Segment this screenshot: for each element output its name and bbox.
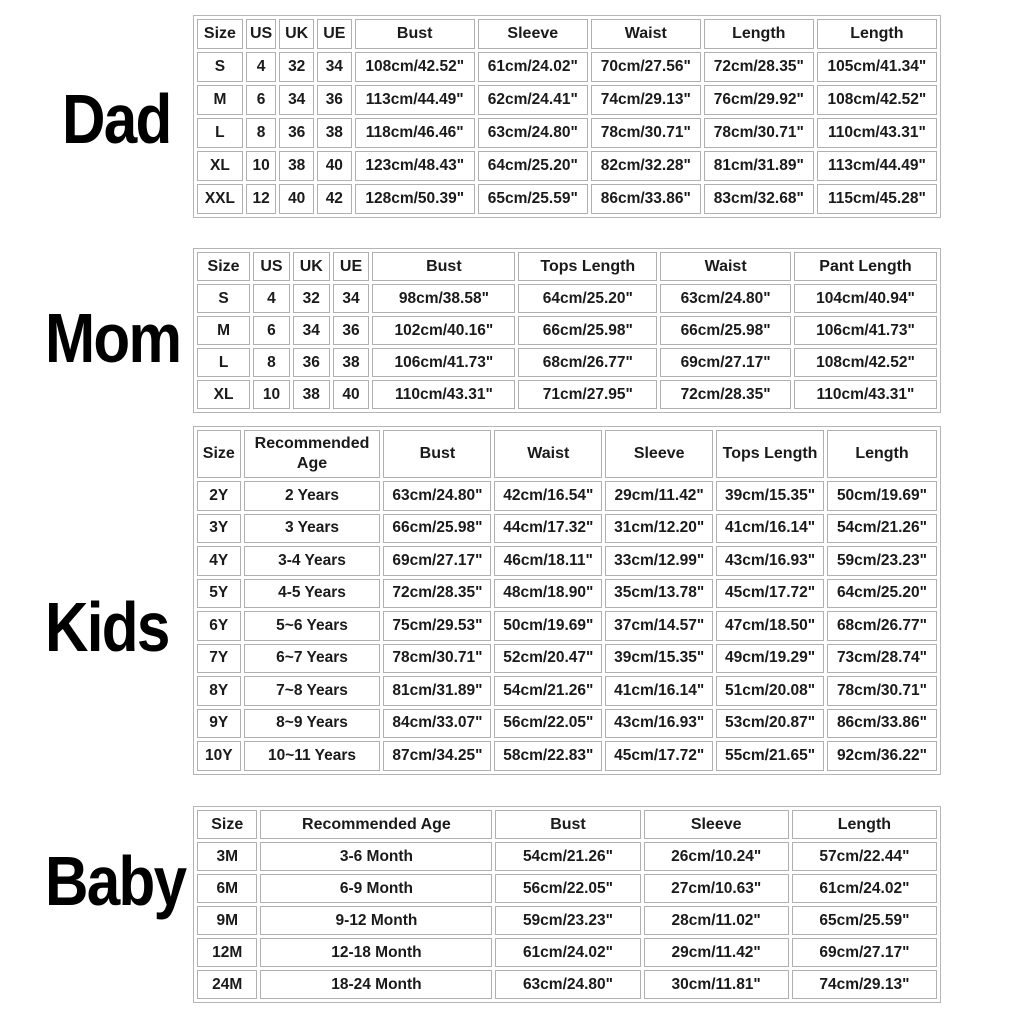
table-cell: 40 [317, 151, 352, 181]
table-cell: 4-5 Years [244, 579, 381, 609]
table-cell: 105cm/41.34" [817, 52, 937, 82]
table-cell: 7~8 Years [244, 676, 381, 706]
table-row [197, 906, 937, 935]
table-cell: 78cm/30.71" [591, 118, 701, 148]
table-cell: 72cm/28.35" [704, 52, 814, 82]
table-cell: 36 [279, 118, 314, 148]
table-cell: 36 [333, 316, 370, 345]
table-cell: 49cm/19.29" [716, 644, 824, 674]
table-cell: 61cm/24.02" [495, 938, 640, 967]
table-cell: 36 [293, 348, 330, 377]
table-cell: 12 [246, 184, 277, 214]
table-cell: 63cm/24.80" [495, 970, 640, 999]
table-cell: 10 [246, 151, 277, 181]
table-cell: 31cm/12.20" [605, 514, 713, 544]
table-cell: 108cm/42.52" [794, 348, 937, 377]
mom-size-table [193, 248, 941, 413]
table-cell: 69cm/27.17" [383, 546, 491, 576]
table-cell: 69cm/27.17" [792, 938, 937, 967]
column-header: Tops Length [518, 252, 657, 281]
table-cell: 51cm/20.08" [716, 676, 824, 706]
table-row [197, 52, 937, 82]
column-header: Bust [372, 252, 515, 281]
table-cell: 41cm/16.14" [716, 514, 824, 544]
column-header: Size [197, 430, 241, 478]
table-cell: 56cm/22.05" [494, 709, 602, 739]
table-cell: 47cm/18.50" [716, 611, 824, 641]
table-cell: 30cm/11.81" [644, 970, 789, 999]
table-row [197, 118, 937, 148]
table-cell: XXL [197, 184, 243, 214]
table-row [197, 676, 937, 706]
table-cell: 102cm/40.16" [372, 316, 515, 345]
table-cell: 29cm/11.42" [605, 481, 713, 511]
table-cell: 48cm/18.90" [494, 579, 602, 609]
table-cell: 106cm/41.73" [372, 348, 515, 377]
table-cell: 2 Years [244, 481, 381, 511]
column-header: Recommended Age [260, 810, 492, 839]
table-cell: M [197, 316, 250, 345]
table-cell: 38 [293, 380, 330, 409]
table-cell: 65cm/25.59" [478, 184, 588, 214]
table-cell: 113cm/44.49" [355, 85, 475, 115]
table-cell: 34 [333, 284, 370, 313]
table-cell: 3 Years [244, 514, 381, 544]
table-cell: 6Y [197, 611, 241, 641]
table-cell: 8Y [197, 676, 241, 706]
column-header: UK [279, 19, 314, 49]
table-cell: L [197, 118, 243, 148]
table-cell: 68cm/26.77" [518, 348, 657, 377]
table-cell: 75cm/29.53" [383, 611, 491, 641]
table-cell: 110cm/43.31" [817, 118, 937, 148]
table-cell: 110cm/43.31" [372, 380, 515, 409]
table-cell: S [197, 52, 243, 82]
kids-size-table [193, 426, 941, 775]
table-cell: 128cm/50.39" [355, 184, 475, 214]
table-row [197, 380, 937, 409]
table-cell: 55cm/21.65" [716, 741, 824, 771]
table-cell: 9-12 Month [260, 906, 492, 935]
table-cell: 34 [293, 316, 330, 345]
table-cell: 10 [253, 380, 290, 409]
dad-section-label: Dad [62, 80, 171, 158]
table-cell: 6 [246, 85, 277, 115]
table-cell: 41cm/16.14" [605, 676, 713, 706]
table-row [197, 938, 937, 967]
table-cell: 70cm/27.56" [591, 52, 701, 82]
column-header: Sleeve [644, 810, 789, 839]
table-cell: 63cm/24.80" [478, 118, 588, 148]
table-cell: 78cm/30.71" [383, 644, 491, 674]
table-cell: 12M [197, 938, 257, 967]
column-header: Size [197, 252, 250, 281]
table-cell: 27cm/10.63" [644, 874, 789, 903]
table-cell: 108cm/42.52" [817, 85, 937, 115]
table-cell: 78cm/30.71" [704, 118, 814, 148]
mom-section-label: Mom [45, 299, 181, 377]
table-cell: 32 [279, 52, 314, 82]
table-cell: 104cm/40.94" [794, 284, 937, 313]
table-cell: 39cm/15.35" [605, 644, 713, 674]
kids-section-label: Kids [45, 588, 169, 666]
table-cell: 6~7 Years [244, 644, 381, 674]
table-cell: 54cm/21.26" [827, 514, 937, 544]
table-cell: 12-18 Month [260, 938, 492, 967]
table-cell: 35cm/13.78" [605, 579, 713, 609]
table-cell: 61cm/24.02" [478, 52, 588, 82]
column-header: Bust [495, 810, 640, 839]
table-cell: 45cm/17.72" [605, 741, 713, 771]
column-header: Waist [660, 252, 791, 281]
table-cell: 42cm/16.54" [494, 481, 602, 511]
table-cell: 61cm/24.02" [792, 874, 937, 903]
table-cell: 78cm/30.71" [827, 676, 937, 706]
table-cell: 18-24 Month [260, 970, 492, 999]
column-header: Waist [494, 430, 602, 478]
column-header: UE [317, 19, 352, 49]
table-cell: 59cm/23.23" [827, 546, 937, 576]
table-cell: 28cm/11.02" [644, 906, 789, 935]
table-cell: 65cm/25.59" [792, 906, 937, 935]
table-row [197, 611, 937, 641]
table-cell: 33cm/12.99" [605, 546, 713, 576]
table-cell: 3-6 Month [260, 842, 492, 871]
table-row [197, 316, 937, 345]
table-row [197, 644, 937, 674]
table-cell: 7Y [197, 644, 241, 674]
table-cell: 34 [317, 52, 352, 82]
table-cell: 50cm/19.69" [494, 611, 602, 641]
table-cell: 10Y [197, 741, 241, 771]
table-cell: 87cm/34.25" [383, 741, 491, 771]
table-cell: 86cm/33.86" [827, 709, 937, 739]
table-cell: 81cm/31.89" [704, 151, 814, 181]
table-cell: 5~6 Years [244, 611, 381, 641]
table-cell: 8 [253, 348, 290, 377]
table-cell: 37cm/14.57" [605, 611, 713, 641]
table-row [197, 546, 937, 576]
table-cell: 52cm/20.47" [494, 644, 602, 674]
table-cell: 34 [279, 85, 314, 115]
column-header: US [246, 19, 277, 49]
table-cell: M [197, 85, 243, 115]
table-cell: 3M [197, 842, 257, 871]
column-header: Bust [355, 19, 475, 49]
column-header: Length [704, 19, 814, 49]
table-cell: 74cm/29.13" [591, 85, 701, 115]
table-cell: 64cm/25.20" [827, 579, 937, 609]
table-cell: 113cm/44.49" [817, 151, 937, 181]
table-cell: 57cm/22.44" [792, 842, 937, 871]
table-cell: 81cm/31.89" [383, 676, 491, 706]
column-header: UE [333, 252, 370, 281]
table-cell: 106cm/41.73" [794, 316, 937, 345]
table-cell: 98cm/38.58" [372, 284, 515, 313]
table-cell: 43cm/16.93" [605, 709, 713, 739]
column-header: Pant Length [794, 252, 937, 281]
table-cell: 40 [279, 184, 314, 214]
table-cell: 82cm/32.28" [591, 151, 701, 181]
dad-size-table [193, 15, 941, 218]
table-cell: 83cm/32.68" [704, 184, 814, 214]
table-cell: 64cm/25.20" [478, 151, 588, 181]
table-cell: 58cm/22.83" [494, 741, 602, 771]
table-cell: XL [197, 151, 243, 181]
table-cell: 6-9 Month [260, 874, 492, 903]
table-cell: 9M [197, 906, 257, 935]
table-row [197, 579, 937, 609]
table-row [197, 514, 937, 544]
baby-size-table [193, 806, 941, 1003]
table-cell: S [197, 284, 250, 313]
table-row [197, 284, 937, 313]
table-cell: 4 [253, 284, 290, 313]
table-cell: 38 [333, 348, 370, 377]
table-cell: 74cm/29.13" [792, 970, 937, 999]
table-cell: 86cm/33.86" [591, 184, 701, 214]
table-cell: 73cm/28.74" [827, 644, 937, 674]
table-cell: 4 [246, 52, 277, 82]
table-row [197, 970, 937, 999]
table-cell: 46cm/18.11" [494, 546, 602, 576]
column-header: Length [827, 430, 937, 478]
table-cell: 39cm/15.35" [716, 481, 824, 511]
table-cell: 32 [293, 284, 330, 313]
column-header: US [253, 252, 290, 281]
table-cell: 44cm/17.32" [494, 514, 602, 544]
column-header: Waist [591, 19, 701, 49]
table-row [197, 709, 937, 739]
table-row [197, 874, 937, 903]
table-cell: 92cm/36.22" [827, 741, 937, 771]
column-header: Sleeve [478, 19, 588, 49]
column-header: Bust [383, 430, 491, 478]
table-cell: XL [197, 380, 250, 409]
table-cell: 29cm/11.42" [644, 938, 789, 967]
table-cell: 66cm/25.98" [660, 316, 791, 345]
column-header: UK [293, 252, 330, 281]
table-row [197, 741, 937, 771]
table-cell: 115cm/45.28" [817, 184, 937, 214]
table-cell: 68cm/26.77" [827, 611, 937, 641]
table-cell: 64cm/25.20" [518, 284, 657, 313]
baby-section-label: Baby [45, 842, 186, 920]
table-cell: 54cm/21.26" [495, 842, 640, 871]
column-header: Recommended Age [244, 430, 381, 478]
column-header: Length [792, 810, 937, 839]
table-cell: 84cm/33.07" [383, 709, 491, 739]
table-cell: 42 [317, 184, 352, 214]
table-row [197, 842, 937, 871]
table-cell: 110cm/43.31" [794, 380, 937, 409]
table-cell: 3-4 Years [244, 546, 381, 576]
table-cell: 63cm/24.80" [660, 284, 791, 313]
table-cell: 8 [246, 118, 277, 148]
column-header: Tops Length [716, 430, 824, 478]
table-row [197, 481, 937, 511]
table-cell: 45cm/17.72" [716, 579, 824, 609]
header-row [197, 19, 937, 49]
table-cell: 9Y [197, 709, 241, 739]
table-cell: 76cm/29.92" [704, 85, 814, 115]
table-cell: 40 [333, 380, 370, 409]
table-cell: 38 [279, 151, 314, 181]
table-cell: 6M [197, 874, 257, 903]
table-row [197, 348, 937, 377]
table-cell: 59cm/23.23" [495, 906, 640, 935]
table-cell: 36 [317, 85, 352, 115]
table-cell: 4Y [197, 546, 241, 576]
header-row [197, 430, 937, 478]
table-cell: 8~9 Years [244, 709, 381, 739]
table-cell: 62cm/24.41" [478, 85, 588, 115]
column-header: Sleeve [605, 430, 713, 478]
header-row [197, 810, 937, 839]
table-cell: 69cm/27.17" [660, 348, 791, 377]
table-cell: 66cm/25.98" [518, 316, 657, 345]
table-cell: 72cm/28.35" [660, 380, 791, 409]
column-header: Size [197, 19, 243, 49]
table-cell: 108cm/42.52" [355, 52, 475, 82]
table-cell: 38 [317, 118, 352, 148]
table-cell: 66cm/25.98" [383, 514, 491, 544]
column-header: Size [197, 810, 257, 839]
table-cell: 50cm/19.69" [827, 481, 937, 511]
table-cell: 26cm/10.24" [644, 842, 789, 871]
table-cell: 53cm/20.87" [716, 709, 824, 739]
column-header: Length [817, 19, 937, 49]
table-cell: 3Y [197, 514, 241, 544]
header-row [197, 252, 937, 281]
table-cell: 63cm/24.80" [383, 481, 491, 511]
table-row [197, 151, 937, 181]
table-cell: 6 [253, 316, 290, 345]
table-cell: 43cm/16.93" [716, 546, 824, 576]
table-cell: 10~11 Years [244, 741, 381, 771]
table-cell: 123cm/48.43" [355, 151, 475, 181]
table-cell: 5Y [197, 579, 241, 609]
table-cell: 72cm/28.35" [383, 579, 491, 609]
table-row [197, 184, 937, 214]
table-cell: 2Y [197, 481, 241, 511]
table-cell: 71cm/27.95" [518, 380, 657, 409]
table-row [197, 85, 937, 115]
table-cell: 118cm/46.46" [355, 118, 475, 148]
table-cell: 54cm/21.26" [494, 676, 602, 706]
table-cell: 56cm/22.05" [495, 874, 640, 903]
table-cell: L [197, 348, 250, 377]
table-cell: 24M [197, 970, 257, 999]
